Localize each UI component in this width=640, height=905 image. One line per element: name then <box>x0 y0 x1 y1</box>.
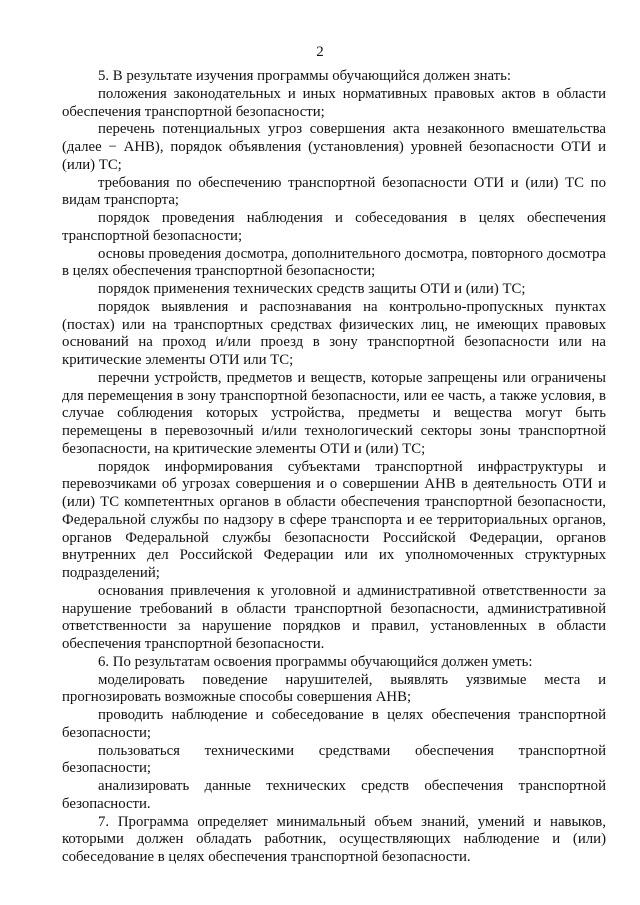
document-body <box>62 68 606 867</box>
knowledge-item-prohibited-items: перечни устройств, предметов и веществ, которые запрещены или ограничены для перемещения в зону транспортной безопасности, или ее часть, а также условия, в случае соблюдения которых устройства, предметы и вещества могут быть перемещены в перевозочный и/или технологический секторы зоны транспортной безопасности, на критические элементы ОТИ и (или) ТС; <box>62 369 606 457</box>
skill-item-modeling: моделировать поведение нарушителей, выявлять уязвимые места и прогнозировать возможные способы совершения АНВ; <box>62 671 606 706</box>
skill-item-technical-means: пользоваться техническими средствами обеспечения транспортной безопасности; <box>62 742 606 777</box>
knowledge-item-requirements: требования по обеспечению транспортной безопасности ОТИ и (или) ТС по видам транспорта; <box>62 174 606 209</box>
section-6-heading: 6. По результатам освоения программы обучающийся должен уметь: <box>98 653 533 670</box>
skill-item-observation: проводить наблюдение и собеседование в целях обеспечения транспортной безопасности; <box>62 707 606 741</box>
knowledge-item-legislation: положения законодательных и иных нормативных правовых актов в области обеспечения транспортной безопасности; <box>62 85 606 120</box>
section-5-heading: 5. В результате изучения программы обучающийся должен знать: <box>98 68 511 84</box>
knowledge-item-identification: порядок выявления и распознавания на контрольно-пропускных пунктах (постах) или на транспортных средствах физических лиц, не имеющих правовых оснований на проход и/или проезд в зону транспортной безопасности или на критические элементы ОТИ или ТС; <box>62 298 606 368</box>
page-number: 2 <box>316 44 324 60</box>
skill-item-data-analysis: анализировать данные технических средств обеспечения транспортной безопасности. <box>62 778 606 812</box>
knowledge-item-threats: перечень потенциальных угроз совершения акта незаконного вмешательства (далее − АНВ), порядок объявления (установления) уровней безопасности ОТИ и (или) ТС; <box>62 121 606 173</box>
knowledge-item-technical-means: порядок применения технических средств защиты ОТИ и (или) ТС; <box>98 281 526 297</box>
knowledge-item-inspection: основы проведения досмотра, дополнительного досмотра, повторного досмотра в целях обеспечения транспортной безопасности; <box>62 245 606 280</box>
section-7-paragraph: 7. Программа определяет минимальный объем знаний, умений и навыков, которыми должен обладать работник, осуществляющих наблюдение и (или) собеседование в целях обеспечения транспортной безопасности. <box>62 813 606 865</box>
knowledge-item-liability: основания привлечения к уголовной и административной ответственности за нарушение требований в области транспортной безопасности, административной ответственности за нарушение порядков и правил, установленных в области обеспечения транспортной безопасности. <box>62 582 606 652</box>
knowledge-item-informing: порядок информирования субъектами транспортной инфраструктуры и перевозчиками об угрозах совершения и о совершении АНВ в деятельность ОТИ и (или) ТС компетентных органов в области обеспечения транспортной безопасности, Федеральной службы по надзору в сфере транспорта и ее территориальных органов, органов Федеральной службы безопасности Российской Федерации, органов внутренних дел Российской Федерации или их уполномоченных структурных подразделений; <box>62 458 606 581</box>
knowledge-item-observation: порядок проведения наблюдения и собеседования в целях обеспечения транспортной безопасности; <box>62 210 606 244</box>
